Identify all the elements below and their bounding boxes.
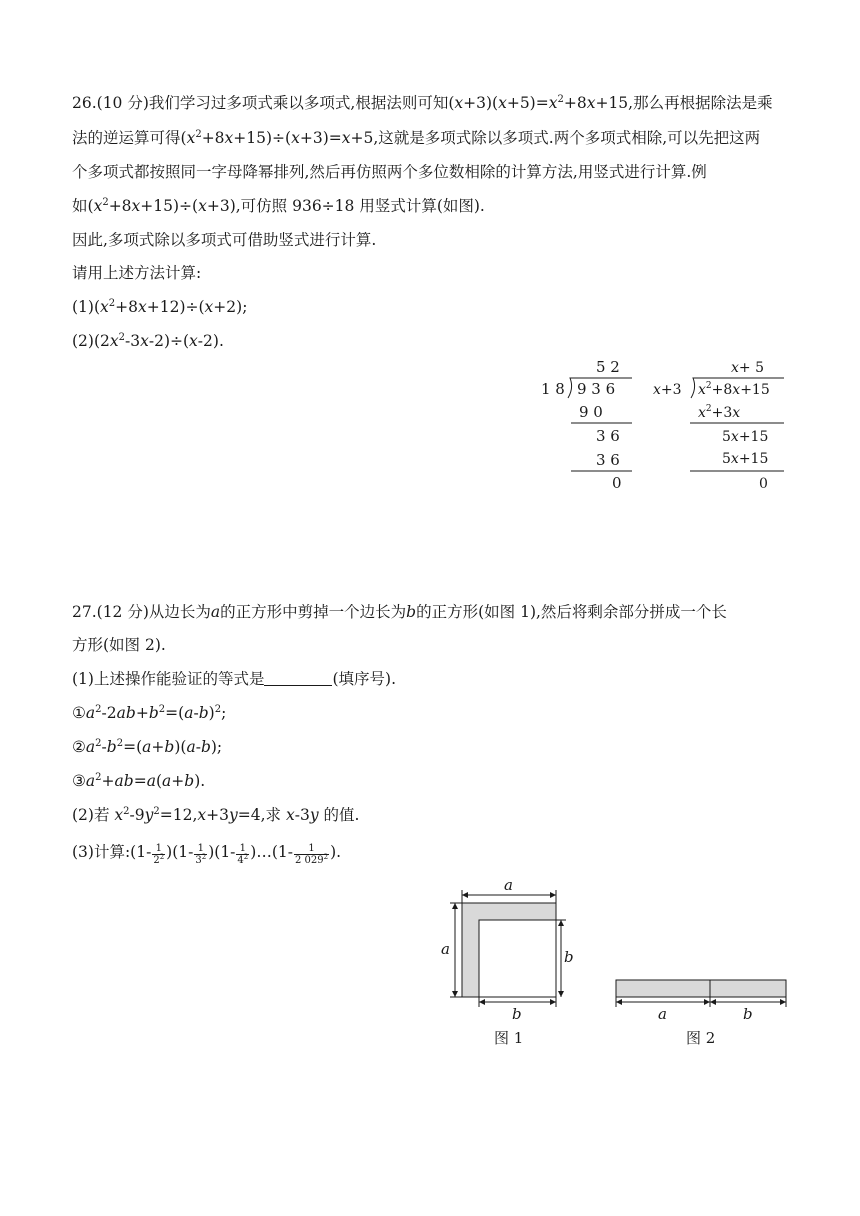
div1-remainder-1: 3 6 xyxy=(596,427,620,445)
fig1-arrow-right-top xyxy=(558,920,564,926)
q26-line-2: 法的逆运算可得$(x^2+8x+15)\div(x+3)=x+5$,这就是多项式除以多项式.两个多项式相除,可以先把这两 xyxy=(72,129,761,147)
fig1-label-a-top: a xyxy=(504,876,513,894)
div2-subtract-1: $x^2+3x$ xyxy=(698,404,741,421)
fig1-arrow-left-bottom xyxy=(452,991,458,997)
fig2-label-b: b xyxy=(743,1005,753,1023)
fig1-arrow-top-left xyxy=(462,892,468,898)
q26-part-2: $(2)(2x^2-3x-2)\div(x-2)$. xyxy=(72,332,224,350)
q27-part-3: (3)计算:(1- $\frac{1}{2^2}$ )(1- $\frac{1}{3^2}$ )(1- $\frac{1}{4^2}$ )…(1- $\frac{1}{2 029^2}$ ). xyxy=(72,843,342,866)
div2-divisor: x+3 xyxy=(653,382,682,398)
polynomial-long-division xyxy=(653,360,784,492)
div1-quotient: 5 2 xyxy=(596,358,620,376)
q26-part-1: $(1)(x^2+8x+12)\div(x+2)$; xyxy=(72,298,248,316)
fraction-1-over-2sq: $\frac{1}{2^2}$ xyxy=(153,843,165,866)
q27-part-2: (2)若 $x^2-9y^2=12,x+3y=4$,求 x-3y 的值. xyxy=(72,806,360,824)
q26-line-6: 请用上述方法计算: xyxy=(72,264,202,282)
fraction-1-over-2029sq: $\frac{1}{2 029^2}$ xyxy=(294,843,329,866)
fig2-caption: 图 2 xyxy=(686,1029,716,1047)
div1-dividend: 9 3 6 xyxy=(577,380,616,398)
fig1-caption: 图 1 xyxy=(494,1029,524,1047)
fig1-arrow-bottom-left xyxy=(479,999,485,1005)
figure-1 xyxy=(441,876,574,1047)
fig1-label-a-left: a xyxy=(441,940,450,958)
fig2-label-a: a xyxy=(658,1005,667,1023)
div1-bracket xyxy=(568,378,632,398)
fig2-arrow-a-left xyxy=(616,999,622,1005)
q27-option-1: $①a^2-2ab+b^2=(a-b)^2$; xyxy=(72,704,227,722)
q26-line-4: 如$(x^2+8x+15)\div(x+3)$,可仿照 936÷18 用竖式计算(如图). xyxy=(72,197,485,215)
fraction-1-over-4sq: $\frac{1}{4^2}$ xyxy=(237,843,249,866)
fig1-arrow-right-bottom xyxy=(558,991,564,997)
div2-remainder-2: 0 xyxy=(759,476,768,492)
fig2-arrow-b-right xyxy=(780,999,786,1005)
q26-line-1: 26.(10 分)我们学习过多项式乘以多项式,根据法则可知$(x+3)(x+5)=x^2+8x+15$,那么再根据除法是乘 xyxy=(72,94,773,112)
div2-quotient: x+ 5 xyxy=(731,360,764,376)
fig2-rect-b xyxy=(710,980,786,997)
div1-remainder-2: 0 xyxy=(612,474,622,492)
fig1-label-b-bottom: b xyxy=(512,1005,522,1023)
fig1-label-b-right: b xyxy=(564,948,574,966)
fig1-outer-square xyxy=(462,903,556,997)
fig1-arrow-bottom-right xyxy=(550,999,556,1005)
fig1-arrow-left-top xyxy=(452,903,458,909)
fig1-inner-square xyxy=(479,920,556,997)
div2-subtract-2: 5x+15 xyxy=(722,451,769,467)
fraction-1-over-3sq: $\frac{1}{3^2}$ xyxy=(195,843,207,866)
q26-line-5: 因此,多项式除以多项式可借助竖式进行计算. xyxy=(72,231,377,249)
div2-remainder-1: 5x+15 xyxy=(722,429,769,445)
div2-bracket xyxy=(691,378,784,398)
figure-2 xyxy=(616,980,786,1047)
numeric-long-division xyxy=(541,358,632,492)
fig1-arrow-top-right xyxy=(550,892,556,898)
q27-line-1: 27.(12 分)从边长为a的正方形中剪掉一个边长为b的正方形(如图 1),然后将剩余部分拼成一个长 xyxy=(72,603,727,621)
div1-divisor: 1 8 xyxy=(541,380,565,398)
div1-subtract-2: 3 6 xyxy=(596,451,620,469)
answer-blank[interactable] xyxy=(264,673,332,686)
q27-part-1: (1)上述操作能验证的等式是 (填序号). xyxy=(72,670,396,688)
q26-line-3: 个多项式都按照同一字母降幂排列,然后再仿照两个多位数相除的计算方法,用竖式进行计算.例 xyxy=(72,163,707,181)
div1-subtract-1: 9 0 xyxy=(579,403,603,421)
fig2-rect-a xyxy=(616,980,710,997)
div2-dividend: $x^2+8x+15$ xyxy=(698,381,770,398)
q27-option-2: $②a^2-b^2=(a+b)(a-b)$; xyxy=(72,738,223,756)
q27-option-3: $③a^2+ab=a(a+b)$. xyxy=(72,772,206,790)
fig2-arrow-b-left xyxy=(710,999,716,1005)
fig2-arrow-a-right xyxy=(704,999,710,1005)
q27-line-2: 方形(如图 2). xyxy=(72,636,166,654)
